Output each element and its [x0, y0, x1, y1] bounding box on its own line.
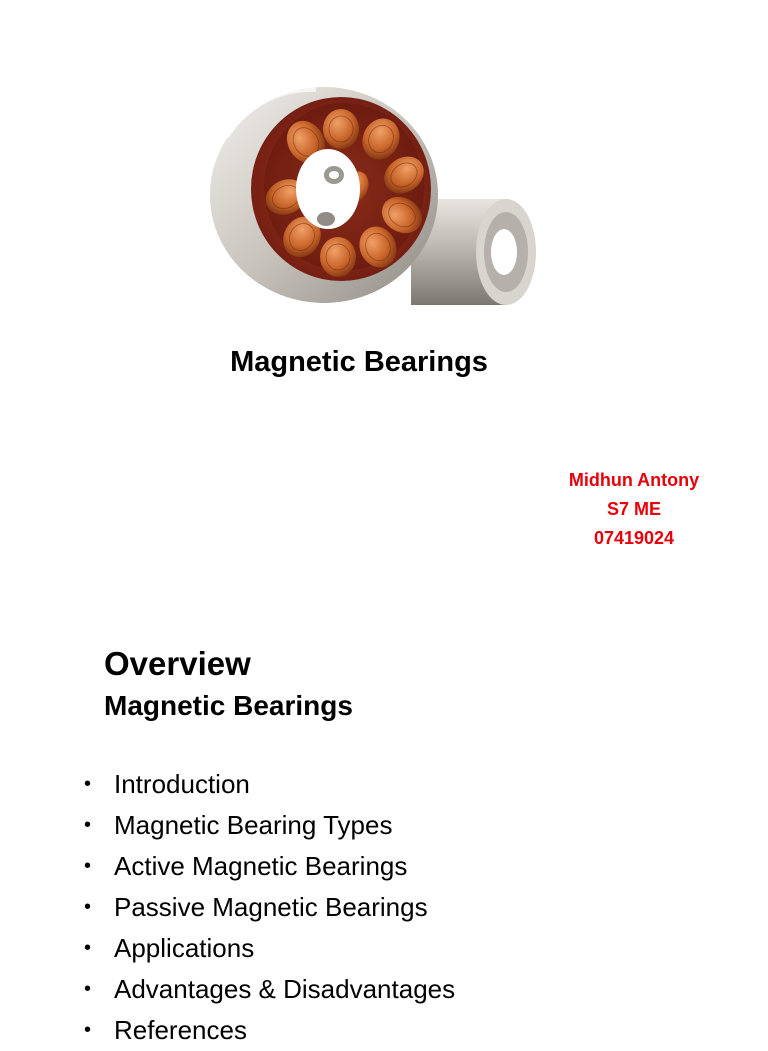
list-item-text: References: [114, 1015, 247, 1045]
list-item-text: Passive Magnetic Bearings: [114, 892, 428, 922]
author-block: [548, 466, 720, 553]
list-item: [84, 1010, 455, 1051]
list-item: [84, 887, 455, 928]
slide-title: Magnetic Bearings: [230, 346, 488, 378]
author-class: S7 ME: [606, 499, 662, 519]
bullet-icon: •: [84, 896, 92, 918]
list-item: [84, 846, 455, 887]
list-item: [84, 764, 455, 805]
list-item-text: Active Magnetic Bearings: [114, 851, 408, 881]
bullet-icon: •: [84, 773, 92, 795]
overview-subheading: Magnetic Bearings: [104, 690, 353, 721]
list-item-text: Magnetic Bearing Types: [114, 810, 393, 840]
author-roll-number: 07419024: [593, 528, 675, 548]
list-item-text: Applications: [114, 933, 255, 963]
list-item: [84, 805, 455, 846]
list-item-text: Advantages & Disadvantages: [114, 974, 456, 1004]
bullet-icon: •: [84, 978, 92, 1000]
author-name: Midhun Antony: [568, 470, 700, 490]
bullet-icon: •: [84, 814, 92, 836]
magnetic-bearing-image: [206, 77, 536, 309]
list-item: [84, 928, 455, 969]
list-item: [84, 969, 455, 1010]
overview-heading: Overview: [104, 645, 251, 682]
overview-slide: [0, 600, 768, 1045]
bullet-icon: •: [84, 1019, 92, 1041]
list-item-text: Introduction: [114, 769, 250, 799]
overview-bullet-list: [84, 764, 455, 1051]
bullet-icon: •: [84, 855, 92, 877]
bullet-icon: •: [84, 937, 92, 959]
